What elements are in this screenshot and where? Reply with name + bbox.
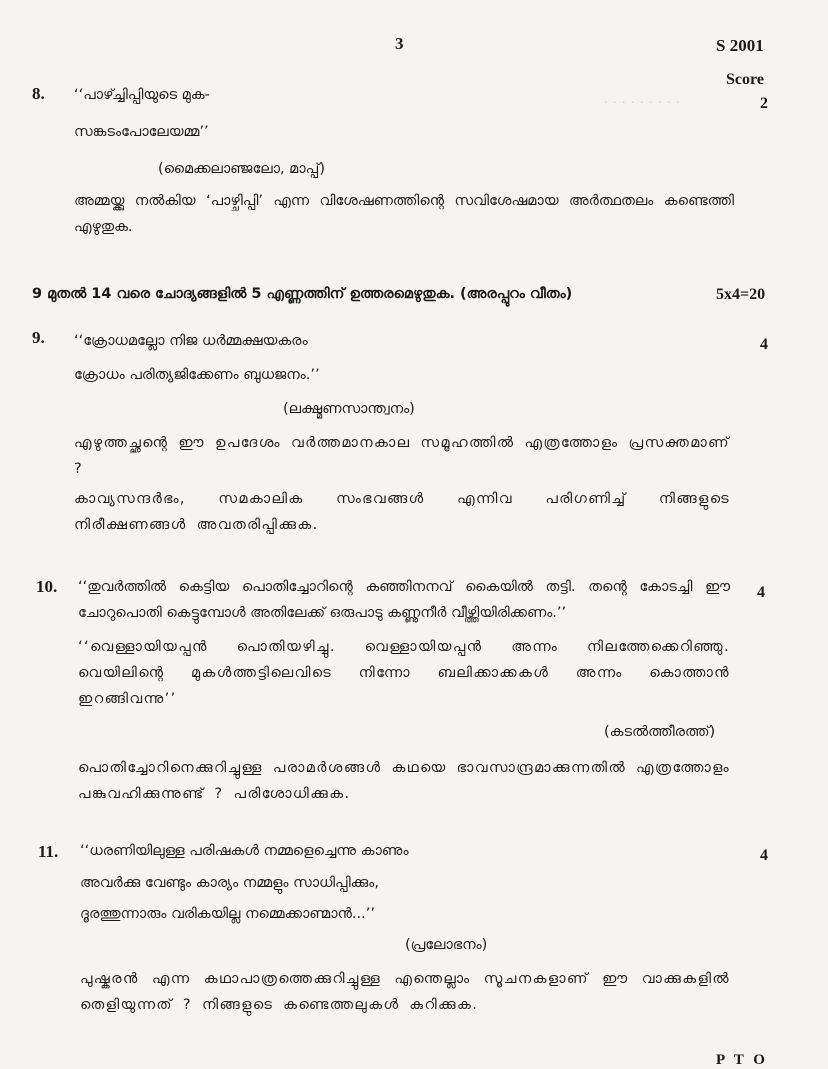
section-instruction: 9 മുതൽ 14 വരെ ചോദ്യങ്ങളിൽ 5 എണ്ണത്തിന് ഉത്തരമെഴുതുക. (അരപ്പുറം വീതം) <box>32 286 573 302</box>
question-10-quote-1: ‘‘തുവർത്തിൽ കെട്ടിയ പൊതിച്ചോറിന്റെ കഞ്ഞിനനവ് കൈയിൽ തട്ടി. തന്റെ കോടച്ചി ഈ ചോറുപൊതി കെട്ടുമ്പോൾ അതിലേക്ക് ഒരുപാടു കണ്ണുനീർ വീഴ്ത്തിയിരിക്കണം.’’ <box>78 579 730 621</box>
question-10-prompt: പൊതിച്ചോറിനെക്കുറിച്ചുള്ള പരാമർശങ്ങൾ കഥയെ ഭാവസാന്ദ്രമാക്കുന്നതിൽ എത്രത്തോളം പങ്കുവഹിക്കുന്നുണ്ട് ? പരിശോധിക്കുക. <box>78 760 730 802</box>
faint-bleed-text: · · · · · · · · · <box>604 96 681 109</box>
question-9-score: 4 <box>760 336 768 353</box>
question-8-score: 2 <box>760 95 768 112</box>
question-11-source: (പ്രലോഭനം) <box>405 937 488 953</box>
section-marks: 5x4=20 <box>716 286 766 303</box>
question-10-quote-2: ‘‘വെള്ളായിയപ്പൻ പൊതിയഴിച്ചു. വെള്ളായിയപ്പൻ അന്നം നിലത്തേക്കെറിഞ്ഞു. വെയിലിന്റെ മുകൾത്തട്ടിലെവിടെ നിന്നോ ബലിക്കാക്കകൾ അന്നം കൊത്താൻ ഇറങ്ങിവന്നു’’ <box>78 639 730 707</box>
question-9-number: 9. <box>32 328 45 347</box>
question-8-quote-line-2: സങ്കടംപോലേയമ്മ’’ <box>74 124 209 140</box>
question-8-source: (മൈക്കലാഞ്ജലോ, മാപ്പ്) <box>158 161 325 177</box>
page-number: 3 <box>395 34 404 53</box>
paper-code: S 2001 <box>716 36 764 55</box>
question-9-quote-line-1: ‘‘ക്രോധമല്ലോ നിജ ധർമ്മക്ഷയകരം <box>74 333 308 349</box>
question-10-source: (കടൽത്തീരത്ത്) <box>604 724 716 740</box>
question-11-quote-line-2: അവർക്കു വേണ്ടും കാര്യം നമ്മളും സാധിപ്പിക്കും, <box>80 875 379 891</box>
question-8-quote-line-1: ‘‘പാഴ്ച്ചിപ്പിയുടെ മുക- <box>74 87 210 103</box>
question-9-source: (ലക്ഷ്മണസാന്ത്വനം) <box>283 401 415 417</box>
question-11-quote-line-1: ‘‘ധരണിയിലുള്ള പരിഷകൾ നമ്മളെച്ചെന്നു കാണും <box>80 843 409 859</box>
question-11-score: 4 <box>760 847 768 864</box>
question-9-prompt-2: കാവ്യസന്ദർഭം, സമകാലിക സംഭവങ്ങൾ എന്നിവ പരിഗണിച്ച് നിങ്ങളുടെ നിരീക്ഷണങ്ങൾ അവതരിപ്പിക്കുക. <box>74 491 730 533</box>
footer-pto: P T O <box>716 1052 768 1068</box>
question-11-quote-line-3: ദൂരത്തുന്നാരും വരികയില്ല നമ്മെക്കാണ്മാൻ...’’ <box>80 906 375 922</box>
question-10-score: 4 <box>757 584 765 601</box>
score-column-label: Score <box>726 71 764 88</box>
question-11-prompt: പുഷ്കരൻ എന്ന കഥാപാത്രത്തെക്കുറിച്ചുള്ള എന്തെല്ലാം സൂചനകളാണ് ഈ വാക്കുകളിൽ തെളിയുന്നത് ? നിങ്ങളുടെ കണ്ടെത്തലുകൾ കുറിക്കുക. <box>80 971 730 1013</box>
question-10-number: 10. <box>36 577 58 596</box>
question-8-number: 8. <box>32 84 45 103</box>
question-11-number: 11. <box>38 842 59 861</box>
question-8-prompt: അമ്മയ്ക്കു നൽകിയ ‘പാഴ്ചിപ്പി’ എന്ന വിശേഷണത്തിന്റെ സവിശേഷമായ അർത്ഥതലം കണ്ടെത്തി എഴുതുക. <box>74 193 734 235</box>
question-9-prompt-1: എഴുത്തച്ഛന്റെ ഈ ഉപദേശം വർത്തമാനകാല സമൂഹത്തിൽ എത്രത്തോളം പ്രസക്തമാണ് ? <box>74 435 730 477</box>
question-9-quote-line-2: ക്രോധം പരിത്യജിക്കേണം ബുധജനം.’’ <box>74 367 320 383</box>
